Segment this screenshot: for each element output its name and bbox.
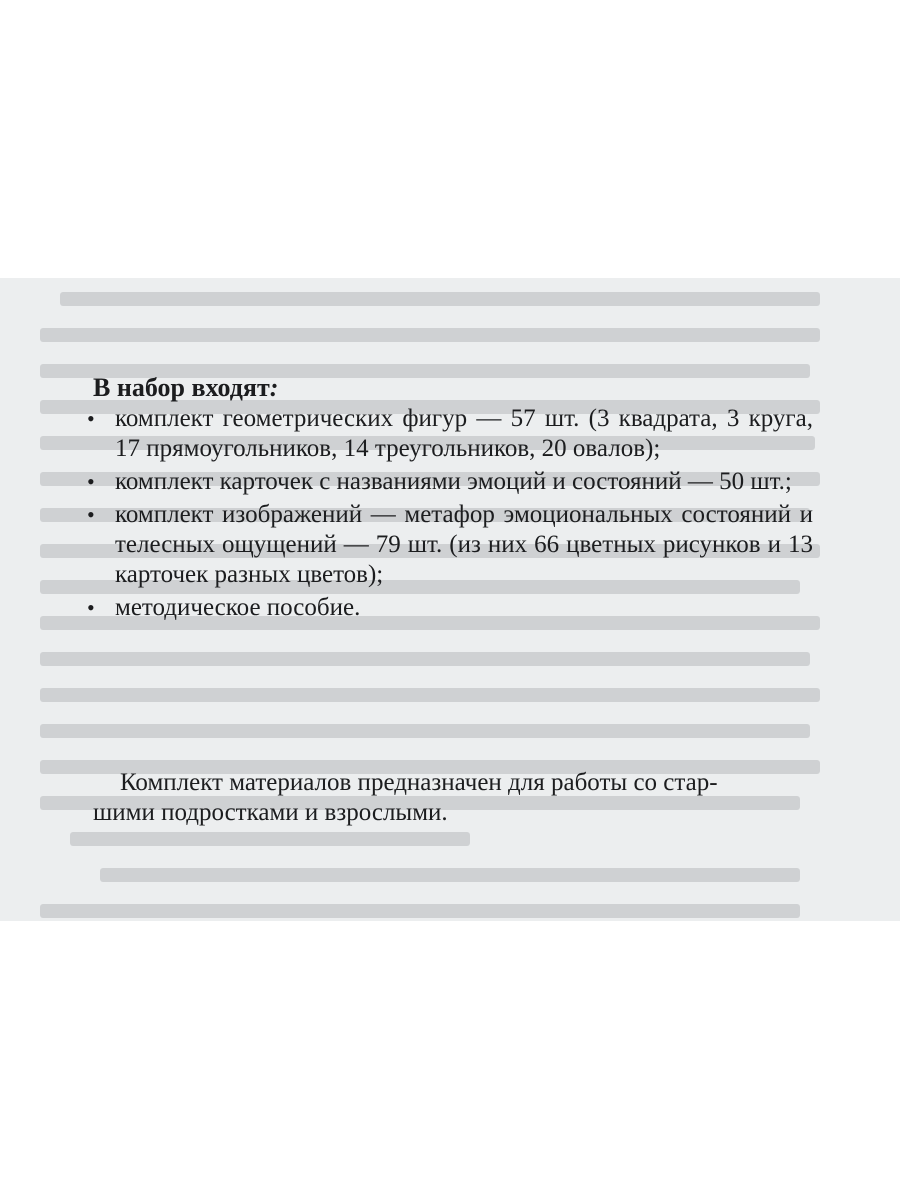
section-heading: В набор входят: (93, 373, 279, 402)
list-item (87, 500, 813, 590)
list-item-text: комплект карточек с названиями эмоций и состояний — 50 шт.; (115, 468, 792, 495)
list-item-text: методическое пособие. (115, 594, 361, 621)
document-content (0, 278, 900, 921)
summary-paragraph (93, 768, 813, 828)
bullet-icon: • (87, 502, 95, 527)
list-item-text: комплект изображений — метафор эмоциональных состояний и телесных ощущений — 79 шт. (из них 66 цветных рисунков и 13 карточек разных цветов); (115, 501, 813, 588)
contents-list (87, 404, 813, 626)
bullet-icon: • (87, 469, 95, 494)
list-item (87, 593, 813, 623)
list-item (87, 404, 813, 464)
list-item (87, 467, 813, 497)
paragraph-line: шими подростками и взрослыми. (93, 799, 448, 826)
bullet-icon: • (87, 406, 95, 431)
scanned-page-fragment (0, 278, 900, 921)
list-item-text: комплект геометрических фигур — 57 шт. (3 квадрата, 3 круга, 17 прямоугольников, 14 треугольников, 20 овалов); (115, 405, 813, 462)
paragraph-line: Комплект материалов предназначен для работы со стар- (120, 769, 718, 796)
bullet-icon: • (87, 595, 95, 620)
